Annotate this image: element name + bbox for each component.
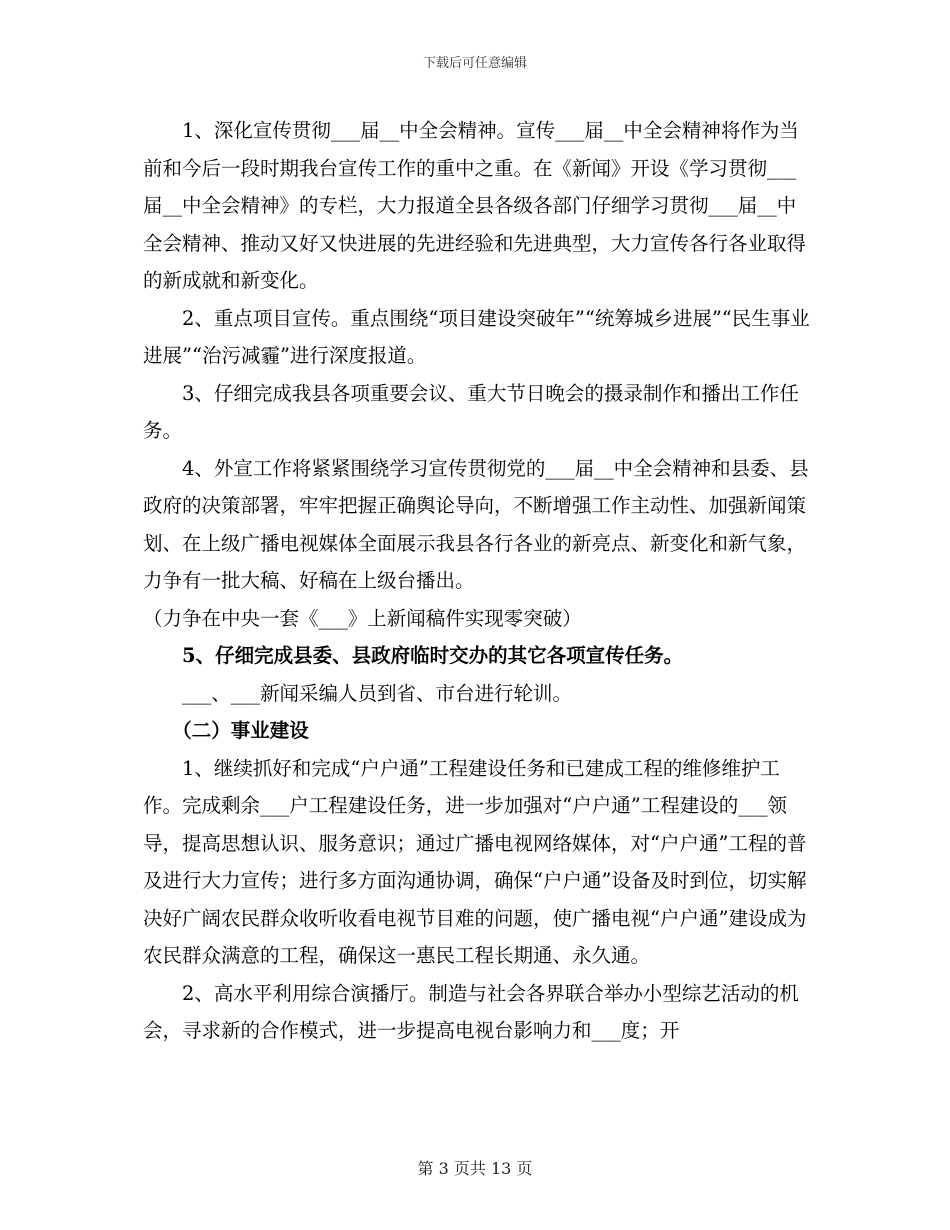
paragraph-undertaking-item-1: 1、继续抓好和完成“户户通”工程建设任务和已建成工程的维修维护工作。完成剩余___户工程建设任务，进一步加强对“户户通”工程建设的___领导，提高思想认识、服务意识；通过广播电视网络媒体，对“户户通”工程的普及进行大力宣传；进行多方面沟通协调，确保“户户通”设备及时到位，切实解决好广阔农民群众收听收看电视节目难的问题，使广播电视“户户通”建设成为农民群众满意的工程，确保这一惠民工程长期通、永久通。 bbox=[143, 756, 807, 967]
page-header: 下载后可任意编辑 bbox=[422, 56, 527, 71]
paragraph-propaganda-item-3: 3、仔细完成我县各项重要会议、重大节日晚会的摄录制作和播出工作任务。 bbox=[143, 381, 799, 442]
paragraph-undertaking-item-2: 2、高水平利用综合演播厅。制造与社会各界联合举办小型综艺活动的机会，寻求新的合作模式，进一步提高电视台影响力和___度；开 bbox=[143, 981, 799, 1042]
paragraph-training: ___、___新闻采编人员到省、市台进行轮训。 bbox=[182, 681, 573, 705]
document-body bbox=[143, 112, 815, 1050]
paragraph-propaganda-item-4: 4、外宣工作将紧紧围绕学习宣传贯彻党的___届__中全会精神和县委、县政府的决策部署，牢牢把握正确舆论导向，不断增强工作主动性、加强新闻策划、在上级广播电视媒体全面展示我县各行各业的新亮点、新变化和新气象，力争有一批大稿、好稿在上级台播出。 bbox=[143, 456, 809, 592]
section-heading-undertaking: （二）事业建设 bbox=[172, 719, 309, 742]
paragraph-propaganda-item-1: 1、深化宣传贯彻___届__中全会精神。宣传___届__中全会精神将作为当前和今后一段时期我台宣传工作的重中之重。在《新闻》开设《学习贯彻___届__中全会精神》的专栏，大力报道全县各级各部门仔细学习贯彻___届__中全会精神、推动又好又快进展的先进经验和先进典型，大力宣传各行各业取得的新成就和新变化。 bbox=[143, 119, 807, 292]
page-footer: 第 3 页共 13 页 bbox=[417, 1159, 533, 1178]
paragraph-propaganda-note: （力争在中央一套《___》上新闻稿件实现零突破） bbox=[143, 606, 582, 630]
paragraph-propaganda-item-2: 2、重点项目宣传。重点围绕“项目建设突破年”“统筹城乡进展”“民生事业进展”“治污减霾”进行深度报道。 bbox=[143, 306, 810, 367]
paragraph-propaganda-item-5: 5、仔细完成县委、县政府临时交办的其它各项宣传任务。 bbox=[182, 644, 684, 667]
